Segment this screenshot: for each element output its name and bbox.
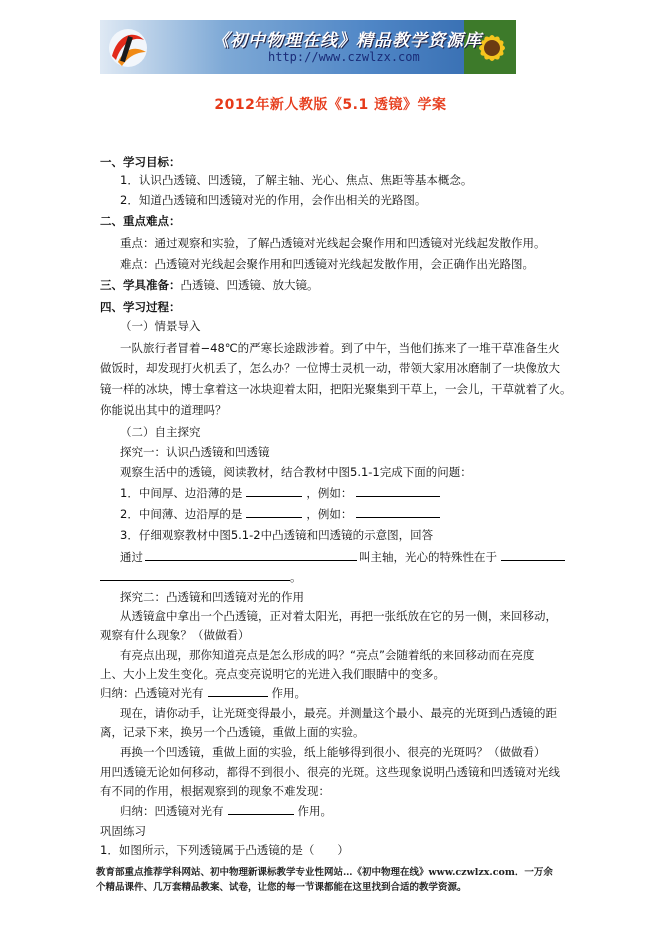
text-line: 1．认识凸透镜、凹透镜，了解主轴、光心、焦点、焦距等基本概念。 [120, 173, 473, 187]
text-line: 观察生活中的透镜，阅读教材，结合教材中图5.1-1完成下面的问题： [120, 465, 472, 479]
blank-field[interactable] [100, 569, 290, 581]
summary-text: 归纳：凸透镜对光有 [100, 686, 204, 700]
section-heading: 二、重点难点： [100, 214, 181, 228]
blank-field[interactable] [356, 506, 440, 518]
text-line: 重点：通过观察和实验，了解凸透镜对光线起会聚作用和凹透镜对光线起发散作用。 [120, 236, 546, 250]
blank-field[interactable] [228, 803, 294, 815]
site-logo-icon [104, 26, 152, 70]
text-line: 镜一样的冰块，博士拿着这一冰块迎着太阳，把阳光聚集到干草上，一会儿，干草就着了火。 [100, 382, 572, 396]
text-line: 2．知道凸透镜和凹透镜对光的作用，会作出相关的光路图。 [120, 193, 427, 207]
text-line: 观察有什么现象？（做做看） [100, 628, 250, 642]
text-line: 离，记录下来，换另一个凸透镜，重做上面的实验。 [100, 725, 365, 739]
banner-title: 《初中物理在线》精品教学资源库 [212, 31, 482, 51]
question-text: 叫主轴，光心的特殊性在于 [359, 550, 497, 564]
text-line: 再换一个凹透镜，重做上面的实验，纸上能够得到很小、很亮的光斑吗？（做做看） [120, 745, 546, 759]
question-text: ，例如： [306, 486, 353, 500]
blank-field[interactable] [501, 549, 565, 561]
subsection-heading: （一）情景导入 [120, 319, 201, 333]
blank-field[interactable] [145, 549, 357, 561]
text-line: 难点：凸透镜对光线起会聚作用和凹透镜对光线起发散作用，会正确作出光路图。 [120, 257, 534, 271]
question-text: 1．中间厚、边沿薄的是 [120, 486, 243, 500]
text-line: 有不同的作用，根据观察到的现象不难发现： [100, 784, 330, 798]
text-line: 探究二：凸透镜和凹透镜对光的作用 [120, 590, 304, 604]
summary-text: 作用。 [271, 686, 306, 700]
text-line: 现在，请你动手，让光斑变得最小，最亮。并测量这个最小、最亮的光斑到凸透镜的距 [120, 706, 557, 720]
question-line [100, 569, 302, 585]
text-line: 探究一：认识凸透镜和凹透镜 [120, 445, 270, 459]
banner-url[interactable]: http://www.czwlzx.com [268, 50, 420, 64]
blank-field[interactable] [246, 485, 302, 497]
blank-field[interactable] [246, 506, 302, 518]
question-line: 1．如图所示，下列透镜属于凸透镜的是（ ） [100, 843, 349, 857]
question-text: 2．中间薄、边沿厚的是 [120, 507, 243, 521]
summary-text: 归纳：凹透镜对光有 [120, 804, 224, 818]
section-heading: 一、学习目标： [100, 155, 181, 169]
text-line: 用凹透镜无论如何移动，都得不到很小、很亮的光斑。这些现象说明凸透镜和凹透镜对光线 [100, 765, 560, 779]
section-heading: 三、学具准备： [100, 278, 181, 292]
text-line: 3．仔细观察教材中图5.1-2中凸透镜和凹透镜的示意图，回答 [120, 528, 434, 542]
subsection-heading: 巩固练习 [100, 824, 146, 838]
subsection-heading: （二）自主探究 [120, 425, 201, 439]
question-line [120, 485, 440, 501]
text-line: 一队旅行者冒着−48℃的严寒长途跋涉着。到了中午，当他们拣来了一堆干草准备生火 [120, 341, 560, 355]
text-line: 上、大小上发生变化。亮点变亮说明它的光进入我们眼睛中的变多。 [100, 667, 445, 681]
section-line [100, 277, 319, 293]
footer-line: 教育部重点推荐学科网站、初中物理新课标教学专业性网站…《初中物理在线》www.czwlzx.com．一万余 [96, 867, 553, 878]
question-line [120, 506, 440, 522]
question-text: 。 [290, 570, 302, 584]
question-text: ，例如： [306, 507, 353, 521]
text-line: 你能说出其中的道理吗？ [100, 403, 227, 417]
text-line: 有亮点出现，那你知道亮点是怎么形成的吗？“亮点”会随着纸的来回移动而在亮度 [120, 648, 535, 662]
summary-line [100, 685, 306, 701]
footer-line: 个精品课件、几万套精品教案、试卷，让您的每一节课都能在这里找到合适的教学资源。 [96, 882, 467, 893]
blank-field[interactable] [208, 685, 268, 697]
text-line: 做饭时，却发现打火机丢了，怎么办？一位博士灵机一动，带领大家用冰磨制了一块像放大 [100, 361, 560, 375]
summary-line [120, 803, 332, 819]
summary-text: 作用。 [297, 804, 332, 818]
question-text: 通过 [120, 550, 143, 564]
section-heading: 四、学习过程： [100, 300, 181, 314]
question-line [120, 549, 565, 565]
blank-field[interactable] [356, 485, 440, 497]
text-line: 凸透镜、凹透镜、放大镜。 [180, 278, 319, 292]
page-title: 2012年新人教版《5.1 透镜》学案 [214, 97, 447, 113]
header-banner [100, 20, 516, 74]
text-line: 从透镜盒中拿出一个凸透镜，正对着太阳光，再把一张纸放在它的另一侧，来回移动， [120, 609, 557, 623]
